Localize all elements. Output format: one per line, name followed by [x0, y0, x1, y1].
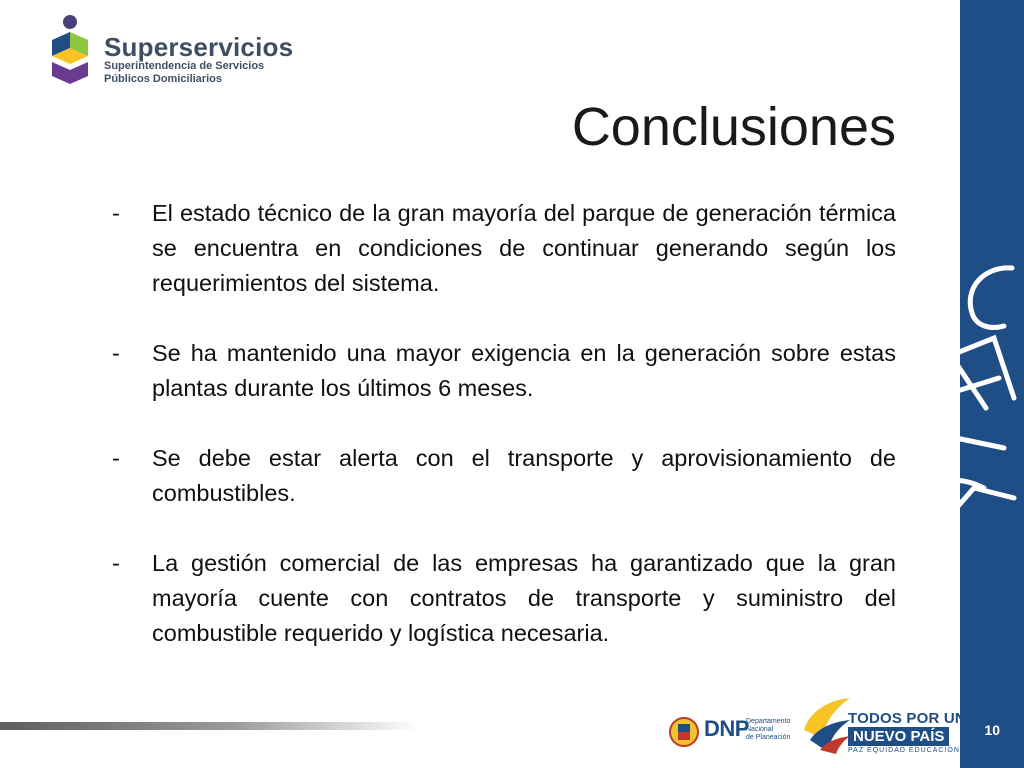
todos-por-un-nuevo-pais-logo-icon [800, 690, 854, 756]
bullet-marker: - [112, 550, 120, 576]
bullet-marker: - [112, 200, 120, 226]
brand-sub-2: Públicos Domiciliarios [104, 73, 222, 85]
brand-name: Superservicios [104, 32, 294, 62]
dnp-sub-2: Nacional [746, 726, 774, 733]
slide-title: Conclusiones [571, 97, 896, 157]
bullet-text: La gestión comercial de las empresas ha garantizado que la gran mayoría cuente con contratos de transporte y suministro del combustible requerido y logística necesaria. [152, 550, 896, 646]
bullet-marker: - [112, 445, 120, 471]
footer-divider [0, 722, 420, 730]
bullet-item [112, 196, 896, 301]
nuevo-pais-badge: NUEVO PAÍS [848, 727, 949, 746]
dnp-subtitle [746, 718, 790, 742]
bullet-item [112, 336, 896, 406]
bullet-item [112, 546, 896, 651]
bullet-item [112, 441, 896, 511]
bullet-text: Se debe estar alerta con el transporte y aprovisionamiento de combustibles. [152, 445, 896, 506]
bullet-text: Se ha mantenido una mayor exigencia en la generación sobre estas plantas durante los últimos 6 meses. [152, 340, 896, 401]
dnp-logo-text: DNP [704, 716, 749, 741]
brand-sub-1: Superintendencia de Servicios [104, 60, 265, 72]
nuevo-pais-tagline: PAZ EQUIDAD EDUCACIÓN [848, 747, 960, 754]
nuevo-pais-line-1: TODOS POR UN [848, 710, 966, 727]
bullet-list [112, 196, 896, 686]
bullet-text: El estado técnico de la gran mayoría del parque de generación térmica se encuentra en condiciones de continuar generando según los requerimientos del sistema. [152, 200, 896, 296]
dnp-sub-1: Departamento [746, 718, 791, 725]
dnp-sub-3: de Planeación [746, 734, 791, 741]
brand-block [104, 34, 293, 86]
page-number: 10 [984, 722, 1000, 738]
bullet-marker: - [112, 340, 120, 366]
decorative-shapes-icon [894, 258, 1024, 548]
coat-of-arms-icon [668, 714, 700, 750]
